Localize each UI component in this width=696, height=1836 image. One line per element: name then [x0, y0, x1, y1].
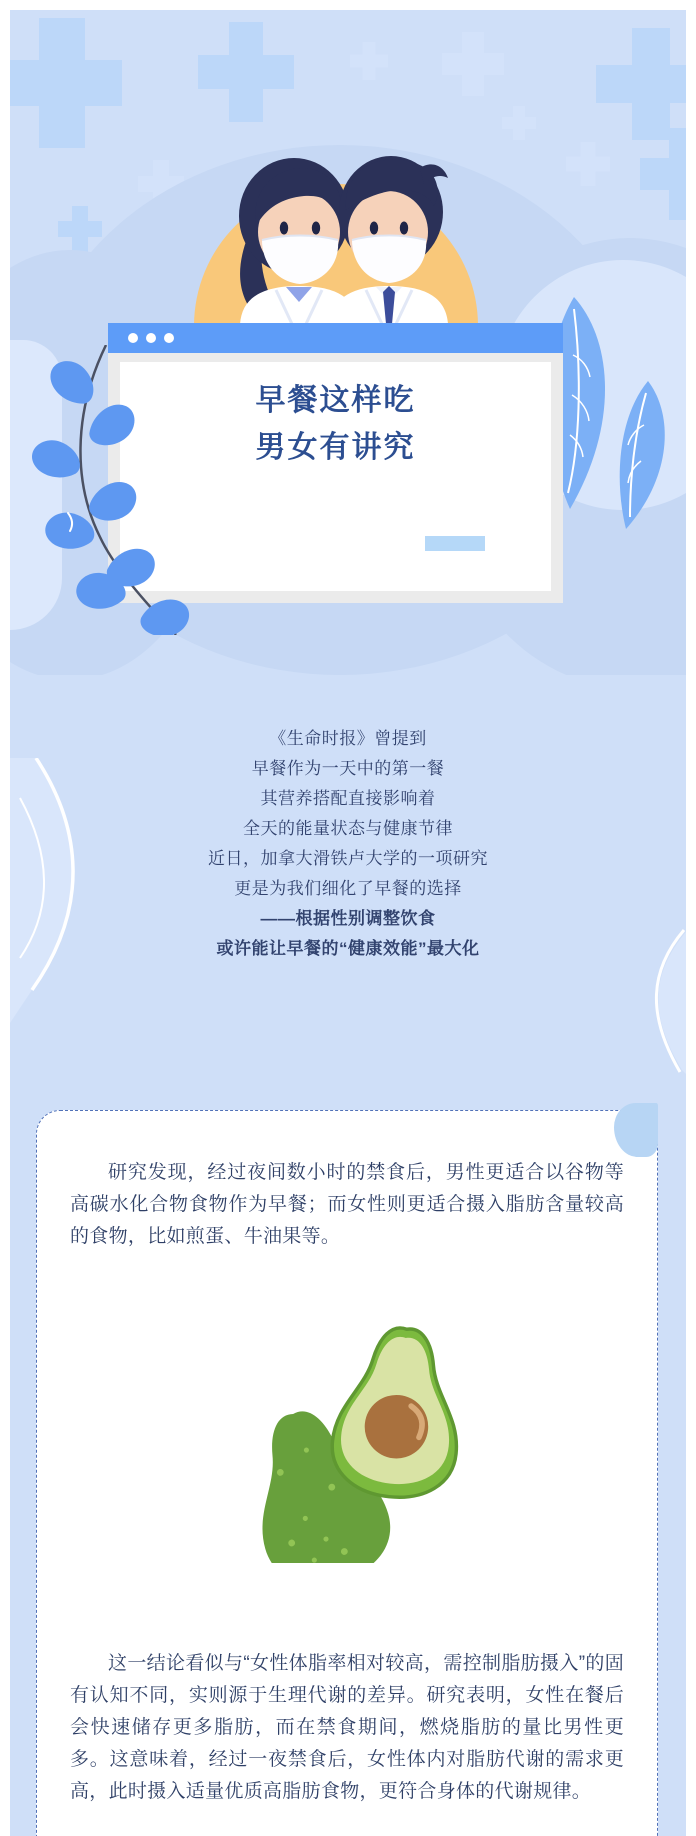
- cross-icon: [198, 22, 294, 122]
- hero-illustration: [10, 10, 686, 675]
- intro-text: [10, 724, 686, 964]
- intro-line: 《生命时报》曾提到: [269, 729, 427, 748]
- paragraph: 这一结论看似与“女性体脂率相对较高，需控制脂肪摄入”的固有认知不同，实则源于生理代谢的差异。研究表明，女性在餐后会快速储存更多脂肪，而在禁食期间，燃烧脂肪的量比男性更多。这意味着，经过一夜禁食后，女性体内对脂肪代谢的需求更高，此时摄入适量优质高脂肪食物，更符合身体的代谢规律。: [70, 1653, 624, 1802]
- plant-branch-decoration: [10, 345, 190, 635]
- wave-swoosh-decoration: [10, 758, 110, 1023]
- intro-line-emphasis: ——根据性别调整饮食: [260, 909, 436, 928]
- cross-icon: [566, 142, 610, 186]
- cross-icon: [640, 128, 686, 220]
- cross-icon: [596, 28, 686, 140]
- intro-line: 更是为我们细化了早餐的选择: [234, 879, 462, 898]
- wave-swoosh-decoration: [642, 928, 686, 1078]
- cross-icon: [502, 106, 536, 140]
- content-card: [36, 1110, 658, 1836]
- doctors-illustration: [136, 140, 536, 324]
- decorative-rectangle: [425, 536, 485, 551]
- intro-line: 早餐作为一天中的第一餐: [251, 759, 445, 778]
- window-dot-icon: [146, 333, 156, 343]
- intro-line: 全天的能量状态与健康节律: [243, 819, 453, 838]
- cross-icon: [442, 32, 504, 96]
- cross-icon: [350, 42, 388, 80]
- window-dot-icon: [164, 333, 174, 343]
- cross-icon: [58, 206, 102, 252]
- article-canvas: [10, 10, 686, 1836]
- avocado-illustration: [227, 1326, 467, 1568]
- cross-icon: [10, 18, 122, 148]
- paragraph: 研究发现，经过夜间数小时的禁食后，男性更适合以谷物等高碳水化合物食物作为早餐；而女性则更适合摄入脂肪含量较高的食物，比如煎蛋、牛油果等。: [70, 1162, 624, 1247]
- intro-line-emphasis: 或许能让早餐的“健康效能”最大化: [216, 939, 480, 958]
- article-title-line1: 早餐这样吃: [255, 384, 416, 417]
- intro-line: 其营养搭配直接影响着: [260, 789, 436, 808]
- window-dot-icon: [128, 333, 138, 343]
- corner-blob-decoration: [614, 1103, 658, 1157]
- intro-line: 近日，加拿大滑铁卢大学的一项研究: [208, 849, 488, 868]
- article-title-line2: 男女有讲究: [255, 431, 416, 464]
